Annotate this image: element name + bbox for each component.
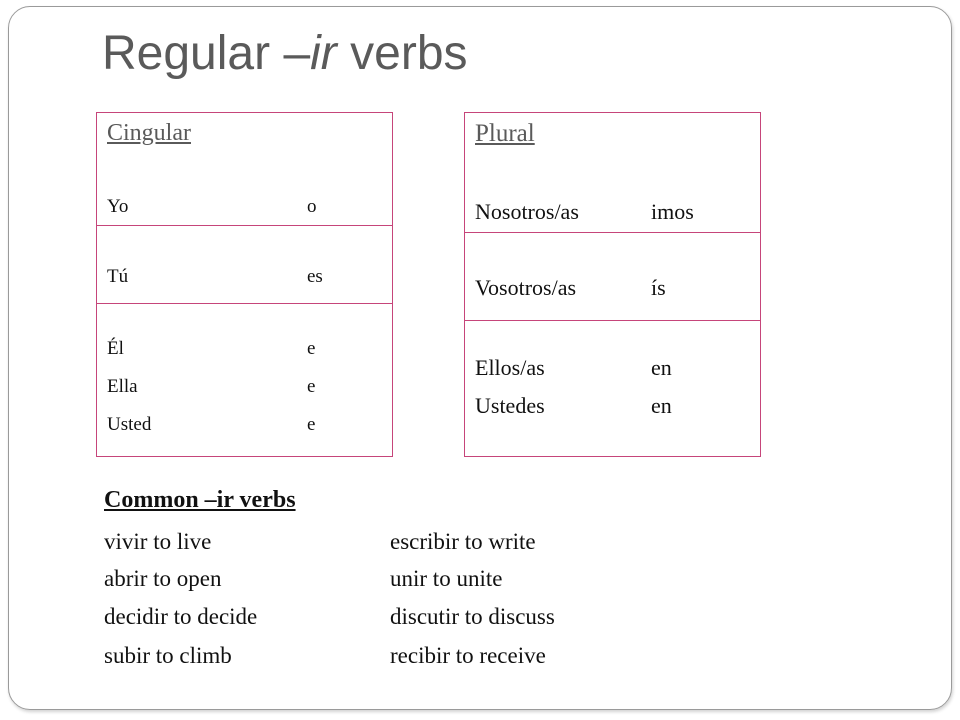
singular-row-tu — [107, 266, 323, 287]
verb-item: unir to unite — [390, 566, 503, 591]
ending: es — [307, 266, 323, 287]
title-suffix: verbs — [336, 27, 468, 80]
ending: en — [651, 355, 672, 380]
row-divider — [97, 225, 392, 226]
row-divider — [97, 303, 392, 304]
singular-row-el — [107, 338, 316, 359]
verb-item: discutir to discuss — [390, 604, 555, 629]
common-verbs-title: Common –ir verbs — [104, 487, 296, 513]
ending: e — [307, 338, 316, 359]
title-dash: – — [283, 27, 311, 80]
title-italic: ir — [310, 27, 337, 80]
verb-item: escribir to write — [390, 529, 536, 554]
singular-header: Cingular — [107, 120, 191, 146]
ending: ís — [651, 275, 666, 300]
verb-item: subir to climb — [104, 643, 232, 668]
plural-row-ellos — [475, 355, 672, 380]
plural-row-vosotros — [475, 275, 666, 300]
singular-row-ella — [107, 376, 316, 397]
pronoun: Usted — [107, 414, 152, 435]
verb-item: abrir to open — [104, 566, 222, 591]
pronoun: Él — [107, 338, 124, 359]
pronoun: Nosotros/as — [475, 199, 579, 224]
singular-row-yo — [107, 196, 317, 217]
ending: e — [307, 414, 316, 435]
plural-row-nosotros — [475, 199, 694, 224]
singular-row-usted — [107, 414, 316, 435]
pronoun: Yo — [107, 196, 129, 217]
ending: imos — [651, 199, 694, 224]
slide-title — [102, 27, 468, 80]
pronoun: Vosotros/as — [475, 275, 577, 300]
title-prefix: Regular — [102, 27, 284, 80]
singular-endings-box — [96, 112, 393, 457]
row-divider — [465, 320, 760, 321]
ending: o — [307, 196, 317, 217]
pronoun: Ustedes — [475, 393, 545, 418]
pronoun: Ellos/as — [475, 355, 545, 380]
ending: en — [651, 393, 672, 418]
verb-item: decidir to decide — [104, 604, 258, 629]
verb-item: vivir to live — [104, 529, 212, 554]
row-divider — [465, 232, 760, 233]
plural-header: Plural — [475, 120, 535, 147]
plural-row-ustedes — [475, 393, 672, 418]
plural-endings-box — [464, 112, 761, 457]
verb-item: recibir to receive — [390, 643, 546, 668]
pronoun: Ella — [107, 376, 138, 397]
ending: e — [307, 376, 316, 397]
pronoun: Tú — [107, 266, 129, 287]
